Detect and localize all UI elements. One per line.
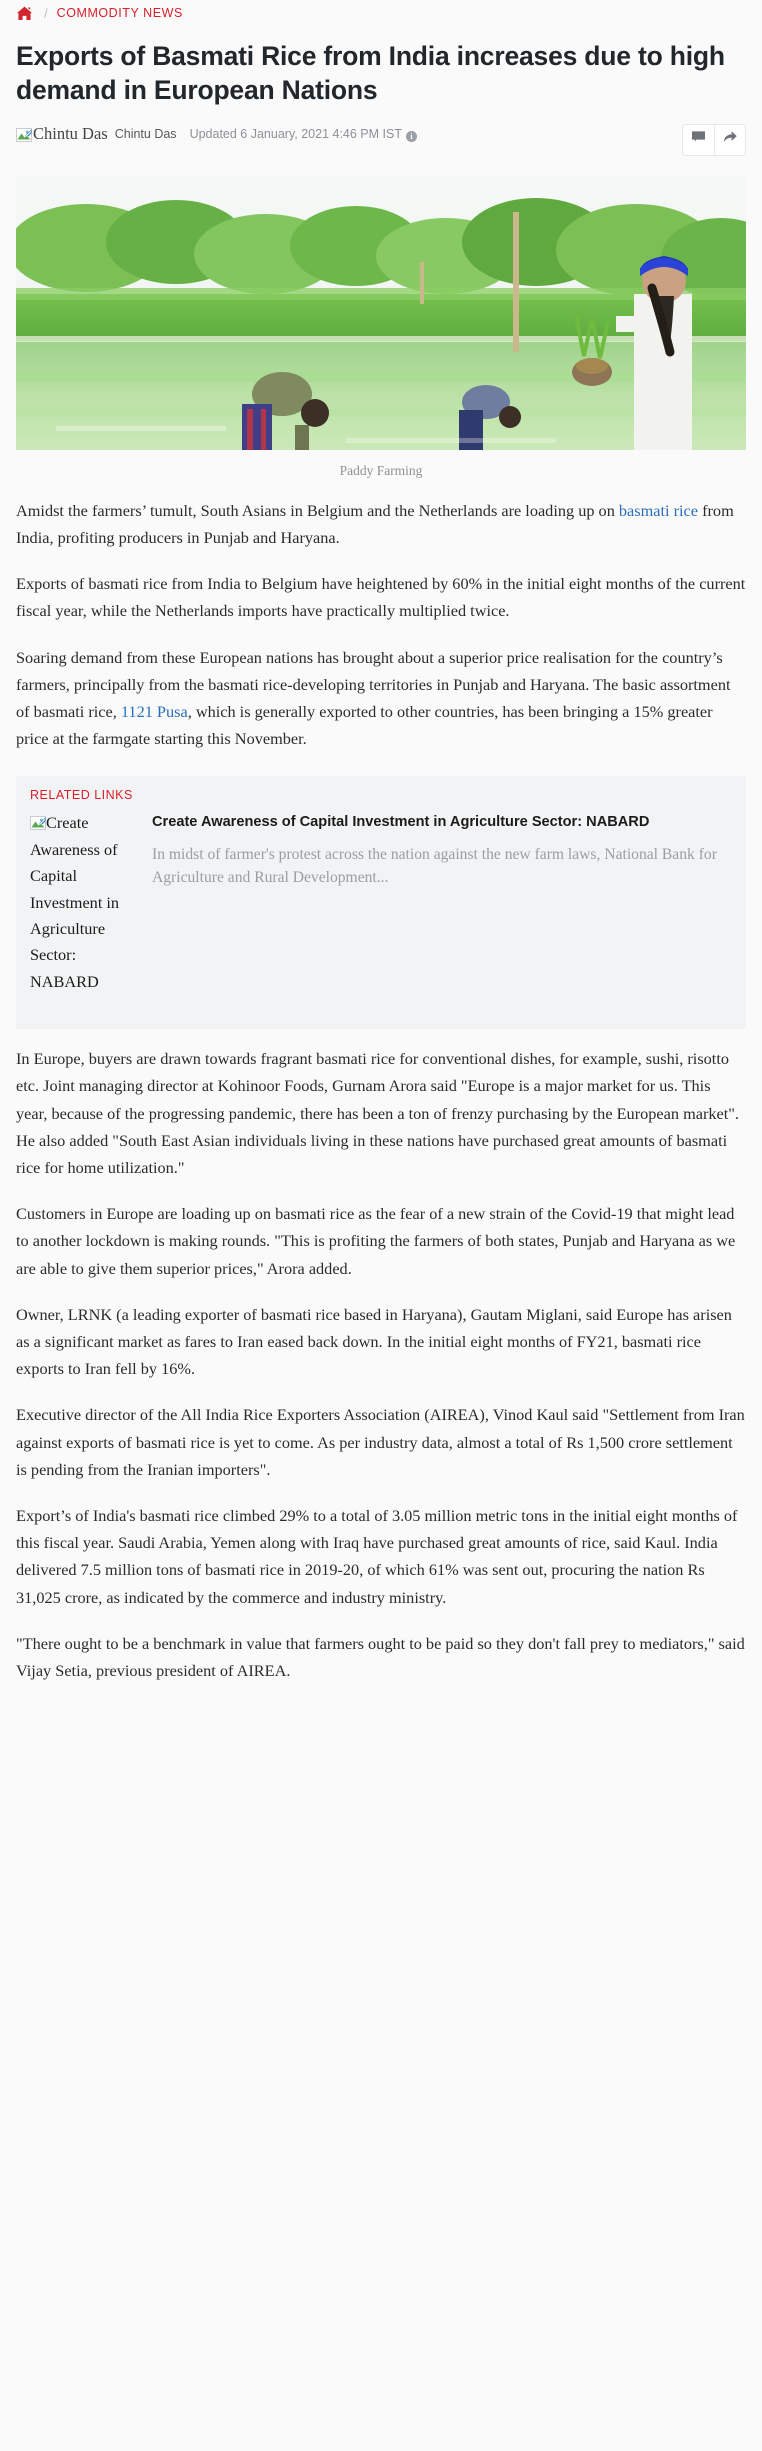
pusa-1121-link[interactable]: 1121 Pusa [120,702,188,722]
article-action-buttons [682,124,746,156]
related-link-description: In midst of farmer's protest across the nation against the new farm laws, National Bank for Agriculture and Rural Development... [152,845,717,886]
related-link-text [152,810,732,889]
paragraph-3-part-b: , which is generally exported to other countries, has been bringing a 15% greater price at the farmgate starting this November. [16,702,713,749]
share-button[interactable] [714,125,745,155]
page-title: Exports of Basmati Rice from India increases due to high demand in European Nations [16,41,725,105]
related-link-item[interactable] [30,810,732,995]
related-links-label: RELATED LINKS [30,788,133,803]
paragraph-6: Owner, LRNK (a leading exporter of basmati rice based in Haryana), Gautam Miglani, said Europe has arisen as a significant market as fares to Iran eased back down. In the initial eight months of FY21, basmati rice exports to Iran fell by 16%. [16,1304,732,1379]
related-links-panel [16,776,746,1029]
updated-timestamp-text: Updated 6 January, 2021 4:46 PM IST [189,126,402,141]
hero-image-caption: Paddy Farming [339,462,423,478]
hero-image-block [16,176,746,481]
home-icon[interactable] [16,6,33,21]
paragraph-1-part-b: from India, profiting producers in Punjab and Haryana. [16,500,734,548]
article-body-bottom [16,1045,746,1684]
article-body-top [16,497,746,753]
author-name[interactable]: Chintu Das [114,126,177,141]
paragraph-3-part-a: Soaring demand from these European nations has brought about a superior price realisation for the country’s farmers, principally from the basmati rice-developing territories in Punjab and Haryana. The basic assortment of basmati rice, [16,647,731,722]
related-thumbnail-alt-text: Create Awareness of Capital Investment in Agriculture Sector: NABARD [30,813,120,991]
paragraph-1-part-a: Amidst the farmers’ tumult, South Asians in Belgium and the Netherlands are loading up on [16,500,619,520]
bottom-spacer [0,1684,762,1690]
paragraph-3 [16,644,746,753]
share-icon [722,129,738,150]
comment-icon [691,130,706,150]
breadcrumb-separator: / [44,5,48,21]
basmati-rice-link[interactable]: basmati rice [618,500,699,520]
related-thumbnail-broken-image-icon [30,815,46,831]
paragraph-1 [16,497,746,551]
related-link-headline[interactable]: Create Awareness of Capital Investment in Agriculture Sector: NABARD [152,814,650,831]
breadcrumb-category-link[interactable]: COMMODITY NEWS [56,6,183,20]
paragraph-5: Customers in Europe are loading up on basmati rice as the fear of a new strain of the Covid-19 that might lead to another lockdown is making rounds. "This is profiting the farmers of both states, Punjab and Haryana as we are able to give them superior prices," Arora added. [16,1204,736,1278]
paragraph-8: Export’s of India's basmati rice climbed 29% to a total of 3.05 million metric tons in the initial eight months of this fiscal year. Saudi Arabia, Yemen along with Iraq have purchased great amounts of rice, said Kaul. India delivered 7.5 million tons of basmati rice in 2019-20, of which 61% was sent out, procuring the nation Rs 31,025 crore, as indicated by the commerce and industry ministry. [16,1506,738,1607]
info-icon[interactable]: i [406,131,417,142]
paragraph-7: Executive director of the All India Rice Exporters Association (AIREA), Vinod Kaul said "Settlement from Iran against exports of basmati rice is yet to come. As per industry data, almost a total of Rs 1,500 crore settlement is pending from the Iranian importers". [16,1405,745,1479]
comment-button[interactable] [683,125,714,155]
related-link-thumbnail [30,810,152,995]
byline-left [16,124,682,144]
author-avatar-alt-text: Chintu Das [33,123,108,143]
byline [16,124,746,162]
paragraph-9: "There ought to be a benchmark in value that farmers ought to be paid so they don't fall prey to mediators," said Vijay Setia, previous president of AIREA. [16,1633,745,1681]
updated-timestamp [190,127,417,141]
paragraph-4: In Europe, buyers are drawn towards fragrant basmati rice for conventional dishes, for example, sushi, risotto etc. Joint managing director at Kohinoor Foods, Gurnam Arora said "Europe is a major market for us. This year, because of the progressing pandemic, there has been a ton of frenzy purchasing by the European market". He also added "South East Asian individuals living in these nations have purchased great amounts of basmati rice for home utilization." [16,1049,739,1177]
breadcrumb [0,0,762,24]
paragraph-2: Exports of basmati rice from India to Belgium have heightened by 60% in the initial eight months of the current fiscal year, while the Netherlands imports have practically multiplied twice. [16,574,746,621]
author-avatar-broken-image-icon [16,127,32,143]
hero-image [16,176,746,450]
